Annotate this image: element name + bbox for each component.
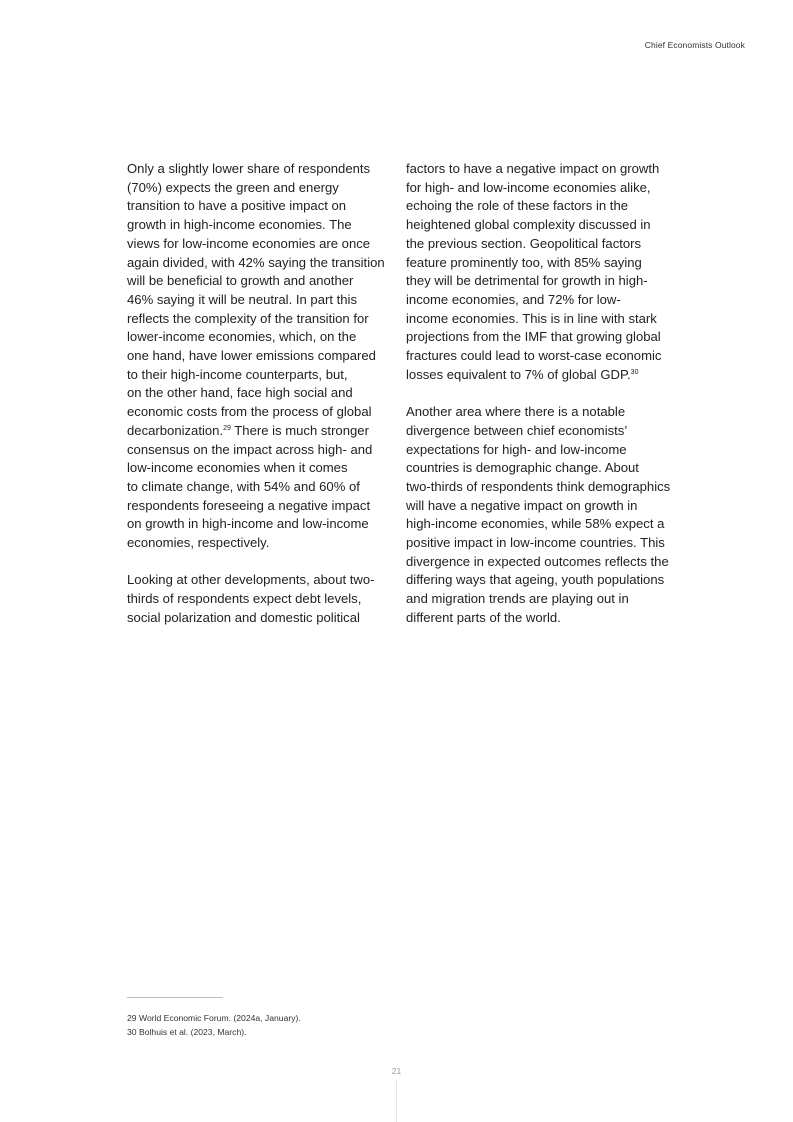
text-line: the previous section. Geopolitical factors	[406, 235, 642, 251]
text-line: on the other hand, face high social and	[127, 385, 353, 401]
text-line: projections from the IMF that growing global	[406, 329, 661, 345]
text-line: low-income economies when it comes	[127, 460, 348, 476]
text-line-with-footnote	[406, 366, 668, 385]
text-line: respondents foreseeing a negative impact	[127, 497, 371, 513]
text-line: divergence in expected outcomes reflects the	[406, 553, 669, 569]
text-line: on growth in high-income and low-income	[127, 516, 369, 532]
text-line: expectations for high- and low-income	[406, 441, 627, 457]
text-line: positive impact in low-income countries. This	[406, 535, 665, 551]
footnote-ref-29[interactable]: 29	[223, 424, 231, 432]
body-paragraph	[127, 571, 389, 627]
text-line: thirds of respondents expect debt levels,	[127, 591, 362, 607]
text-line: will have a negative impact on growth in	[406, 497, 638, 513]
text-line: to their high-income counterparts, but,	[127, 366, 348, 382]
text-line: and migration trends are playing out in	[406, 591, 629, 607]
text-line: income economies, and 72% for low-	[406, 291, 621, 307]
text-fragment: decarbonization.	[127, 422, 224, 438]
text-line: transition to have a positive impact on	[127, 198, 347, 214]
footnote-divider	[127, 997, 223, 998]
text-line: Only a slightly lower share of respondents	[127, 161, 371, 176]
text-fragment: losses equivalent to 7% of global GDP.	[406, 366, 631, 382]
right-column	[406, 160, 671, 628]
text-line: divergence between chief economists’	[406, 422, 628, 438]
text-line: Another area where there is a notable	[406, 404, 626, 420]
text-line: income economies. This is in line with stark	[406, 310, 657, 326]
text-line: factors to have a negative impact on growth	[406, 161, 660, 176]
text-line: consensus on the impact across high- and	[127, 441, 373, 457]
text-line: will be beneficial to growth and another	[127, 273, 354, 289]
text-line: they will be detrimental for growth in high-	[406, 273, 648, 289]
text-line: heightened global complexity discussed in	[406, 217, 651, 233]
text-line: (70%) expects the green and energy	[127, 179, 339, 195]
text-line: echoing the role of these factors in the	[406, 198, 629, 214]
text-line-with-footnote	[127, 422, 389, 441]
text-line: lower-income economies, which, on the	[127, 329, 357, 345]
footnote-text: Bolhuis et al. (2023, March).	[139, 1026, 247, 1037]
body-paragraph	[406, 160, 668, 384]
text-line: feature prominently too, with 85% saying	[406, 254, 642, 270]
text-line: two-thirds of respondents think demographics	[406, 478, 671, 494]
page-number: 21	[391, 1066, 402, 1076]
footnote-number: 30	[127, 1026, 137, 1037]
text-line: economies, respectively.	[127, 535, 270, 551]
footnotes	[127, 1012, 301, 1039]
text-fragment: There is much stronger	[234, 422, 369, 438]
footnote-29	[127, 1012, 301, 1026]
text-line: growth in high-income economies. The	[127, 217, 352, 233]
text-line: economic costs from the process of global	[127, 404, 372, 420]
footnote-ref-30[interactable]: 30	[630, 368, 639, 376]
body-paragraph	[127, 160, 389, 553]
text-line: differing ways that ageing, youth populations	[406, 572, 665, 588]
text-line: to climate change, with 54% and 60% of	[127, 478, 360, 494]
text-line: again divided, with 42% saying the transition	[127, 254, 385, 270]
text-line: one hand, have lower emissions compared	[127, 348, 376, 364]
text-line: views for low-income economies are once	[127, 235, 371, 251]
left-column	[127, 160, 389, 628]
text-line: 46% saying it will be neutral. In part this	[127, 291, 357, 307]
text-line: fractures could lead to worst-case economic	[406, 348, 662, 364]
footnote-text: World Economic Forum. (2024a, January).	[139, 1013, 301, 1023]
text-line: social polarization and domestic political	[127, 609, 360, 625]
body-paragraph	[406, 403, 671, 627]
footnote-number: 29	[127, 1013, 137, 1023]
text-line: reflects the complexity of the transition for	[127, 310, 369, 326]
running-header: Chief Economists Outlook	[644, 40, 745, 50]
text-line: Looking at other developments, about two-	[127, 572, 375, 588]
footnote-30	[127, 1026, 301, 1040]
text-line: countries is demographic change. About	[406, 460, 639, 476]
text-line: high-income economies, while 58% expect a	[406, 516, 665, 532]
page-number-rule	[396, 1080, 397, 1122]
text-line: different parts of the world.	[406, 609, 561, 625]
text-line: for high- and low-income economies alike,	[406, 179, 651, 195]
